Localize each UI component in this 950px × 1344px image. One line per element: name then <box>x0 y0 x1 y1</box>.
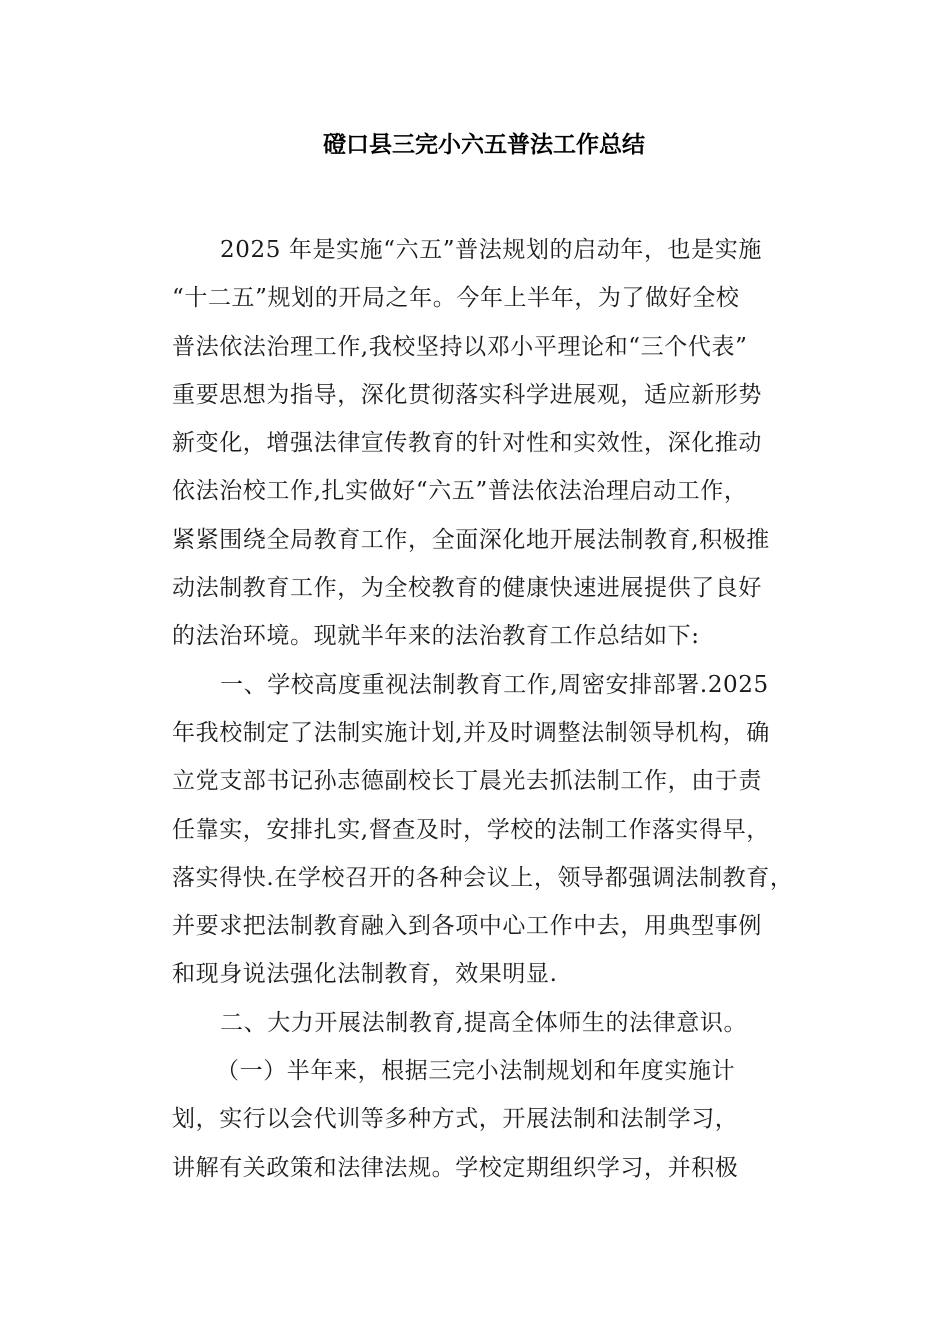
body-line: 年我校制定了法制实施计划,并及时调整法制领导机构，确 <box>172 719 770 746</box>
body-line: “十二五”规划的开局之年。今年上半年，为了做好全校 <box>172 285 740 312</box>
body-line: 动法制教育工作，为全校教育的健康快速进展提供了良好 <box>172 575 762 602</box>
body-line: 新变化，增强法律宣传教育的针对性和实效性，深化推动 <box>172 430 762 457</box>
body-line: 任靠实，安排扎实,督查及时，学校的法制工作落实得早， <box>172 816 770 843</box>
section-heading-2: 二、大力开展法制教育,提高全体师生的法律意识。 <box>220 1009 748 1036</box>
document-body <box>172 226 852 1192</box>
body-line: 和现身说法强化法制教育，效果明显. <box>172 961 558 988</box>
document-title: 磴口县三完小六五普法工作总结 <box>323 131 645 158</box>
body-line: 2025 年是实施“六五”普法规划的启动年，也是实施 <box>220 237 762 263</box>
body-line: 依法治校工作,扎实做好“六五”普法依法治理启动工作， <box>172 478 748 505</box>
body-line: 落实得快.在学校召开的各种会议上，领导都强调法制教育， <box>172 864 794 891</box>
section-heading-1: 一、学校高度重视法制教育工作,周密安排部署.2025 <box>220 671 769 698</box>
body-line: 紧紧围绕全局教育工作，全面深化地开展法制教育,积极推 <box>172 526 770 553</box>
body-line: 重要思想为指导，深化贯彻落实科学进展观，适应新形势 <box>172 381 762 408</box>
body-line: 划，实行以会代训等多种方式，开展法制和法制学习， <box>172 1106 739 1133</box>
body-line: 普法依法治理工作,我校坚持以邓小平理论和“三个代表” <box>172 333 748 360</box>
body-line: 立党支部书记孙志德副校长丁晨光去抓法制工作，由于责 <box>172 768 762 795</box>
body-line: 并要求把法制教育融入到各项中心工作中去，用典型事例 <box>172 913 762 940</box>
subsection-heading-1: （一）半年来，根据三完小法制规划和年度实施计 <box>216 1058 736 1085</box>
body-line: 讲解有关政策和法律法规。学校定期组织学习，并积极 <box>172 1154 739 1181</box>
body-line: 的法治环境。现就半年来的法治教育工作总结如下: <box>172 623 700 650</box>
